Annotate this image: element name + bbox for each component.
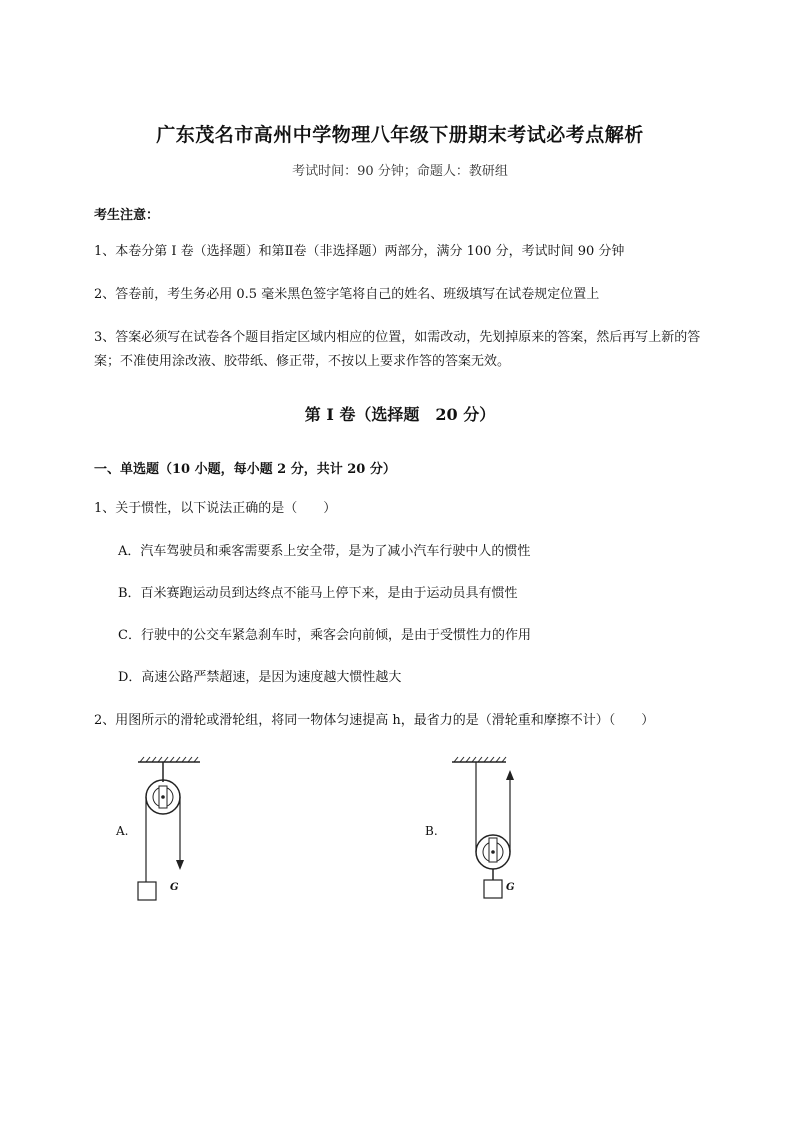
question-1-stem: 1、关于惯性，以下说法正确的是（ ） <box>94 501 337 516</box>
question-1-option-b: B．百米赛跑运动员到达终点不能马上停下来，是由于运动员具有惯性 <box>118 586 518 601</box>
figure-b-weight-label: G <box>506 882 515 893</box>
figure-a-weight-label: G <box>170 882 179 893</box>
question-1-option-d: D．高速公路严禁超速，是因为速度越大惯性越大 <box>118 670 402 685</box>
figure-a-label: A. <box>116 824 129 838</box>
question-1-option-a: A．汽车驾驶员和乘客需要系上安全带，是为了减小汽车行驶中人的惯性 <box>118 544 531 559</box>
figure-b-label: B. <box>425 824 438 838</box>
page-title: 广东茂名市高州中学物理八年级下册期末考试必考点解析 <box>156 124 644 146</box>
notice-item-2: 2、答卷前，考生务必用 0.5 毫米黑色签字笔将自己的姓名、班级填写在试卷规定位置上 <box>94 287 600 302</box>
notice-item-3: 3、答案必须写在试卷各个题目指定区域内相应的位置，如需改动，先划掉原来的答案，然后再写上新的答案；不准使用涂改液、胶带纸、修正带，不按以上要求作答的答案无效。 <box>94 330 701 369</box>
notice-item-1: 1、本卷分第 I 卷（选择题）和第Ⅱ卷（非选择题）两部分，满分 100 分，考试时间 90 分钟 <box>94 244 625 259</box>
figure-a-fixed-pulley <box>128 752 208 912</box>
question-group-heading: 一、单选题（10 小题，每小题 2 分，共计 20 分） <box>94 462 396 477</box>
exam-info: 考试时间：90 分钟；命题人：教研组 <box>292 164 508 179</box>
question-1-option-c: C．行驶中的公交车紧急刹车时，乘客会向前倾，是由于受惯性力的作用 <box>118 628 531 643</box>
section-title: 第 I 卷（选择题 20 分） <box>304 405 496 424</box>
notice-heading: 考生注意： <box>94 208 160 223</box>
question-2-stem: 2、用图所示的滑轮或滑轮组，将同一物体匀速提高 h，最省力的是（滑轮重和摩擦不计）（ ） <box>94 713 655 728</box>
